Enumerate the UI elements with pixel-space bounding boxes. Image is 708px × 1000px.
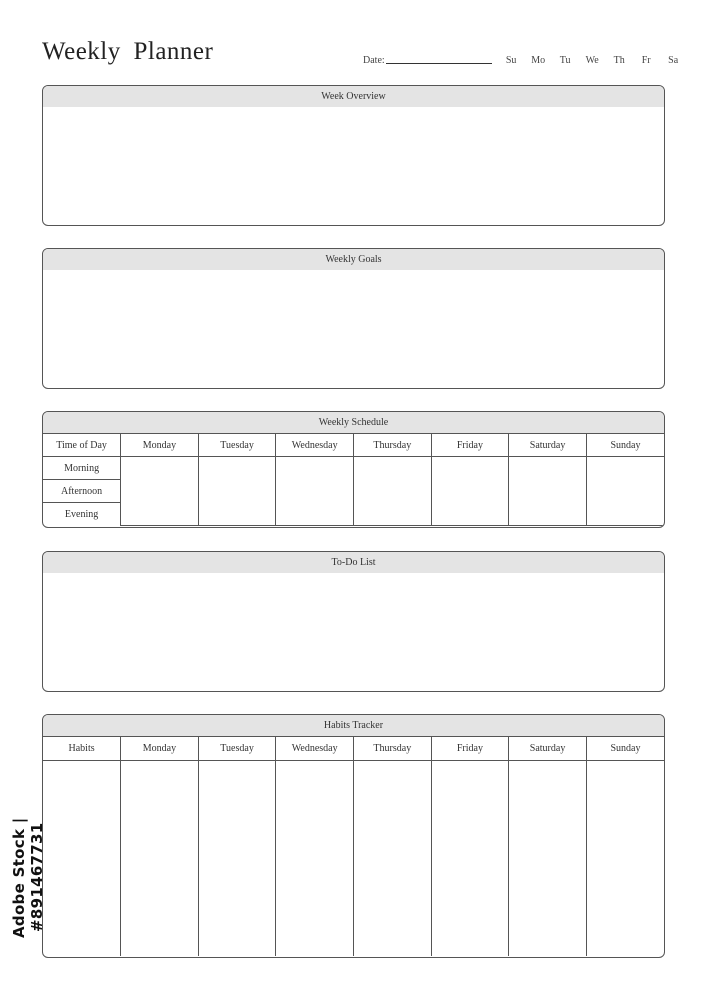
day-mo[interactable]: Mo	[531, 55, 546, 66]
time-evening: Evening	[43, 503, 121, 526]
schedule-header-saturday: Saturday	[509, 434, 587, 457]
schedule-cell-sunday[interactable]	[586, 457, 664, 526]
habits-header-saturday: Saturday	[509, 737, 587, 761]
time-of-day-header: Time of Day	[43, 434, 121, 457]
schedule-cell-friday[interactable]	[431, 457, 509, 526]
schedule-cell-wednesday[interactable]	[276, 457, 354, 526]
time-afternoon: Afternoon	[43, 480, 121, 503]
schedule-cell-thursday[interactable]	[354, 457, 432, 526]
date-label: Date:	[363, 55, 385, 66]
weekly-goals-area[interactable]	[43, 270, 664, 388]
habits-header-thursday: Thursday	[354, 737, 432, 761]
week-overview-area[interactable]	[43, 107, 664, 225]
day-tu[interactable]: Tu	[559, 55, 571, 66]
schedule-cell-saturday[interactable]	[509, 457, 587, 526]
date-field[interactable]	[386, 63, 492, 64]
todo-heading: To-Do List	[43, 552, 664, 573]
week-overview-heading: Week Overview	[43, 86, 664, 107]
habits-cell-sunday[interactable]	[586, 761, 664, 957]
weekly-goals-heading: Weekly Goals	[43, 249, 664, 270]
habits-header-sunday: Sunday	[586, 737, 664, 761]
weekly-goals-panel	[42, 248, 665, 389]
day-fr[interactable]: Fr	[641, 55, 651, 66]
habits-cell-tuesday[interactable]	[198, 761, 276, 957]
schedule-header-sunday: Sunday	[586, 434, 664, 457]
habits-cell-saturday[interactable]	[509, 761, 587, 957]
schedule-table	[43, 433, 664, 526]
schedule-header-wednesday: Wednesday	[276, 434, 354, 457]
weekly-schedule-heading: Weekly Schedule	[43, 412, 664, 433]
habits-header-tuesday: Tuesday	[198, 737, 276, 761]
habits-cell-list[interactable]	[43, 761, 121, 957]
day-sa[interactable]: Sa	[668, 55, 679, 66]
schedule-header-friday: Friday	[431, 434, 509, 457]
schedule-header-thursday: Thursday	[354, 434, 432, 457]
schedule-cell-tuesday[interactable]	[198, 457, 276, 526]
habits-table	[43, 736, 664, 956]
weekly-schedule-panel	[42, 411, 665, 528]
day-we[interactable]: We	[585, 55, 599, 66]
date-row	[363, 52, 687, 66]
habits-cell-wednesday[interactable]	[276, 761, 354, 957]
habits-header-wednesday: Wednesday	[276, 737, 354, 761]
habits-tracker-heading: Habits Tracker	[43, 715, 664, 736]
day-th[interactable]: Th	[613, 55, 625, 66]
habits-cell-monday[interactable]	[121, 761, 199, 957]
stock-watermark: Adobe Stock | #891467731	[10, 817, 46, 938]
day-su[interactable]: Su	[505, 55, 517, 66]
habits-header-friday: Friday	[431, 737, 509, 761]
habits-tracker-panel	[42, 714, 665, 958]
page-title: Weekly Planner	[42, 38, 214, 65]
time-morning: Morning	[43, 457, 121, 480]
habits-cell-thursday[interactable]	[354, 761, 432, 957]
habits-header: Habits	[43, 737, 121, 761]
todo-area[interactable]	[43, 573, 664, 691]
habits-cell-friday[interactable]	[431, 761, 509, 957]
schedule-header-tuesday: Tuesday	[198, 434, 276, 457]
week-overview-panel	[42, 85, 665, 226]
schedule-cell-monday[interactable]	[121, 457, 199, 526]
todo-panel	[42, 551, 665, 692]
schedule-header-monday: Monday	[121, 434, 199, 457]
habits-header-monday: Monday	[121, 737, 199, 761]
